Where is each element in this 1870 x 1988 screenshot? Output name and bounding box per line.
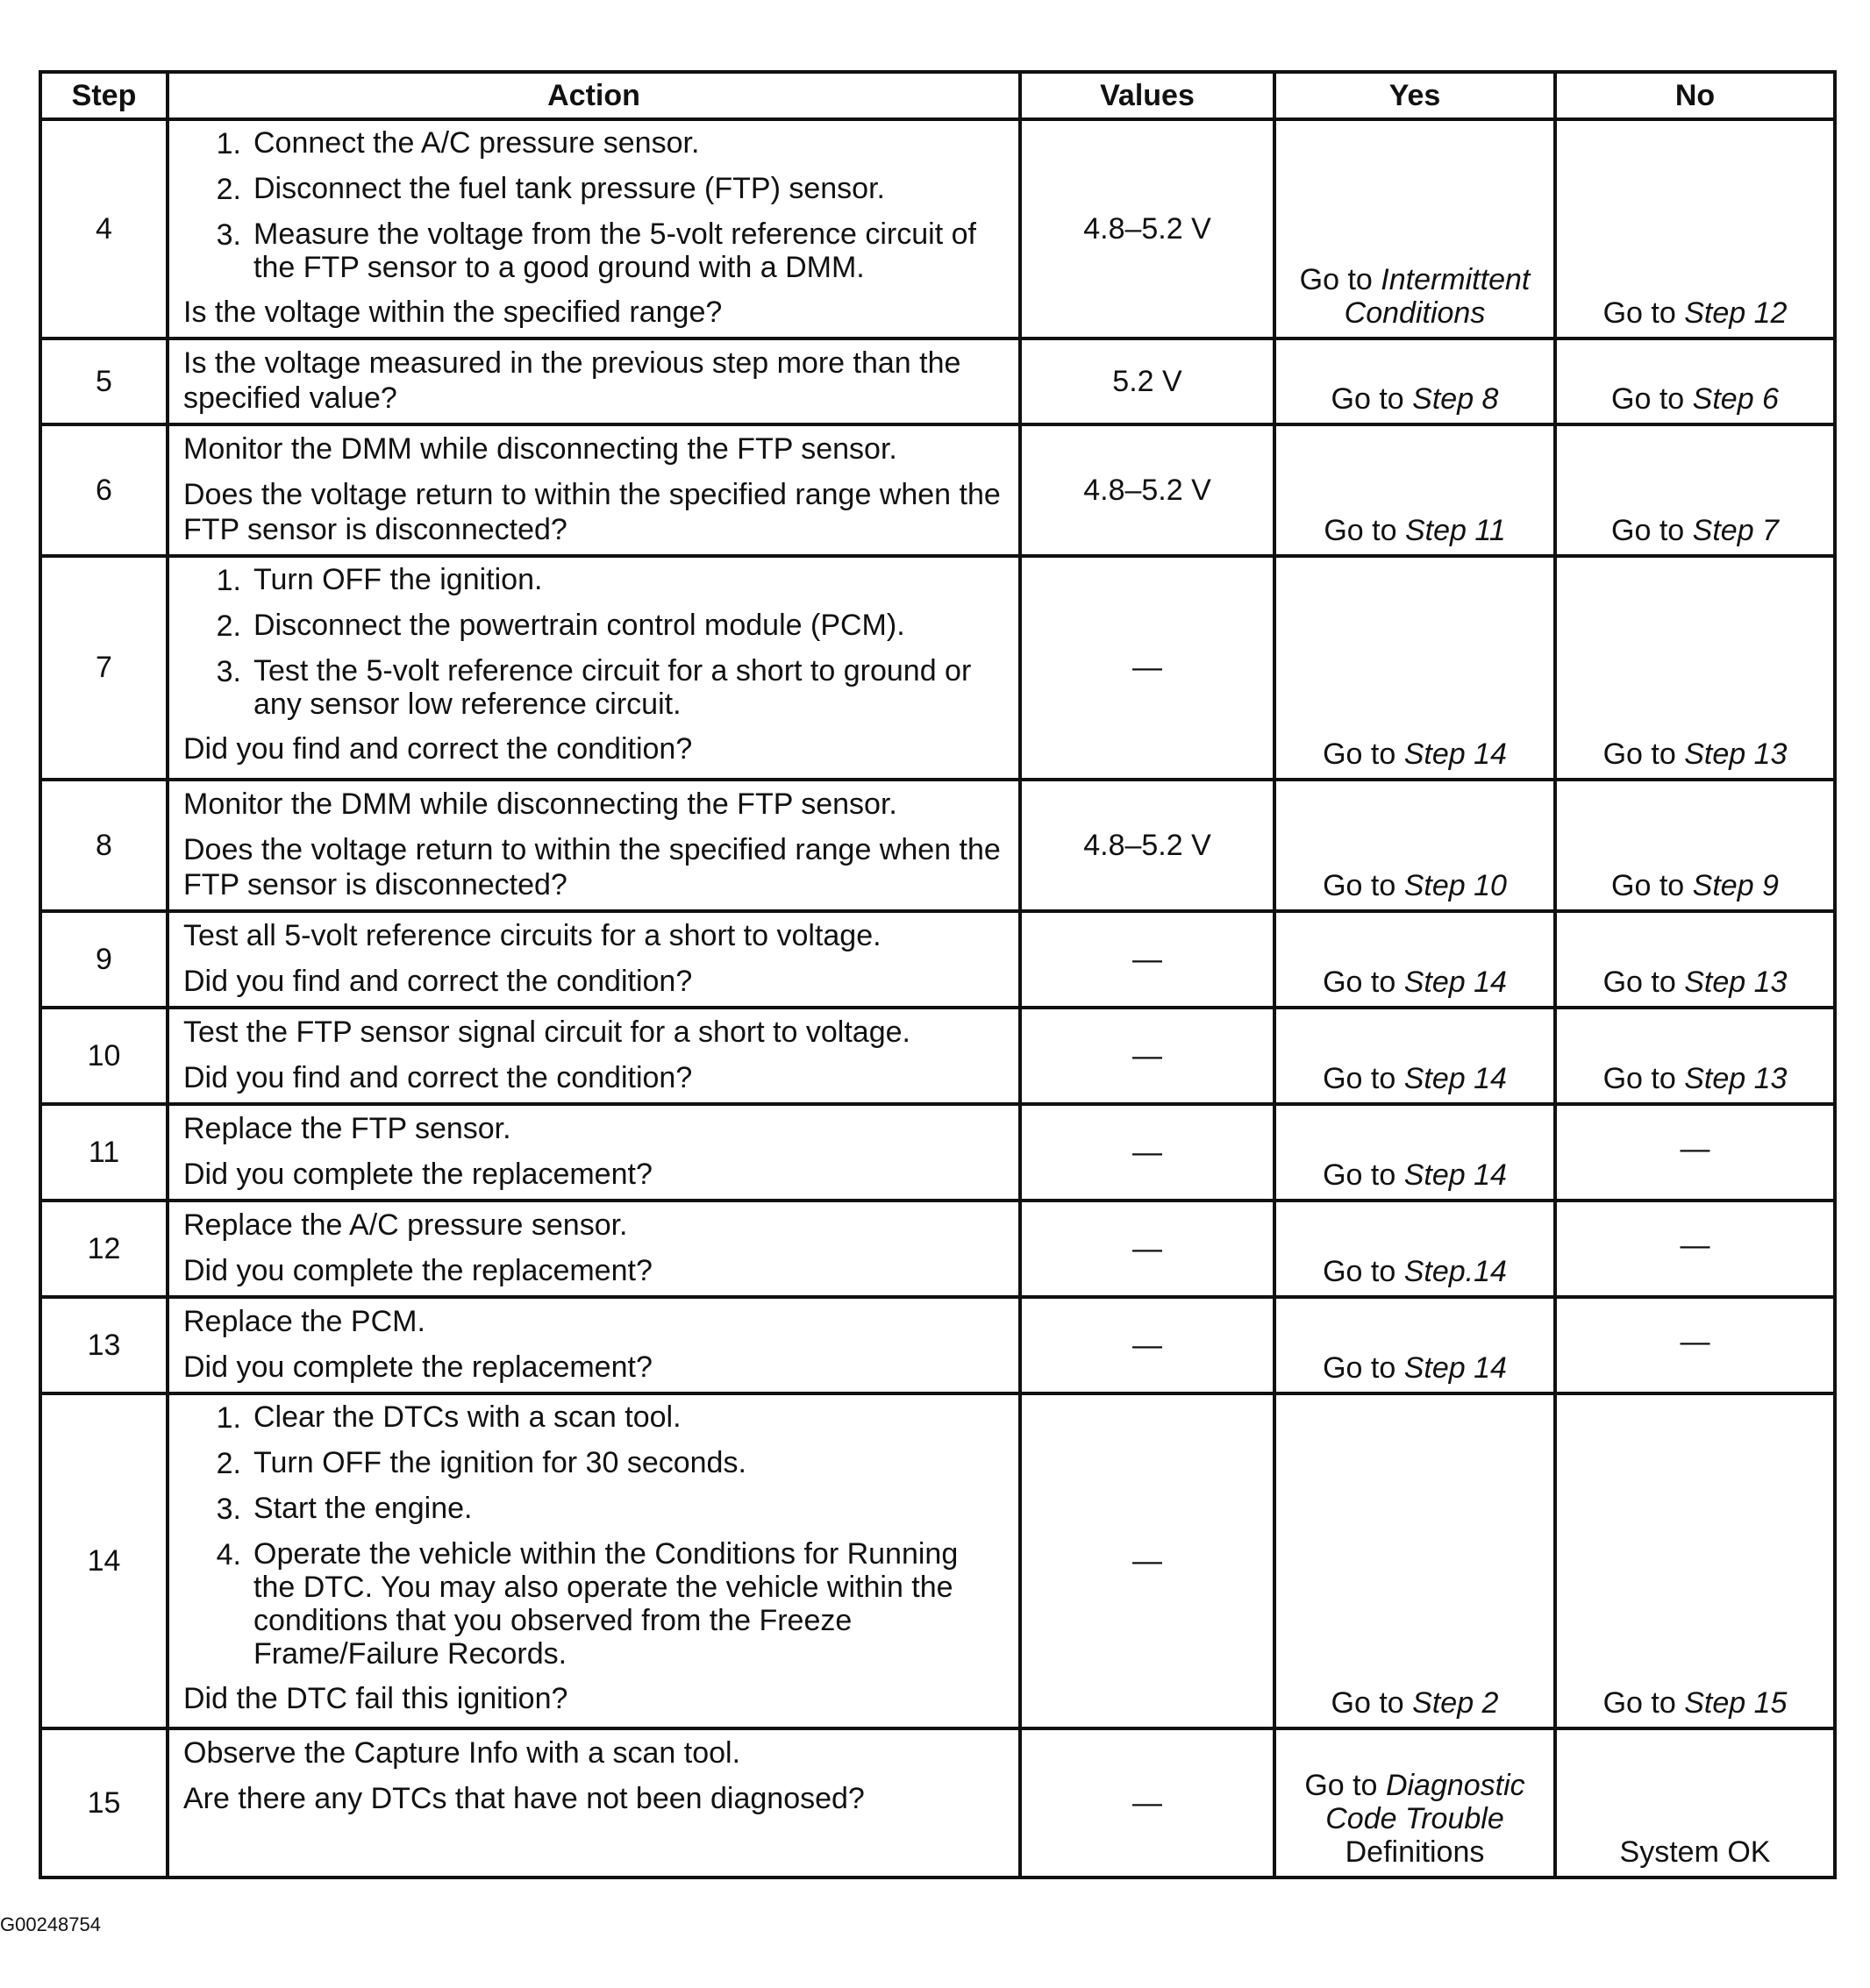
no-goto-target: Step 13 bbox=[1684, 965, 1788, 999]
action-question: Did the DTC fail this ignition? bbox=[183, 1682, 568, 1715]
no-goto-prefix: Go to bbox=[1611, 382, 1685, 416]
action-cell bbox=[168, 911, 1020, 1008]
action-question: Does the voltage return to within the specified range when the FTP sensor is disconnected? bbox=[183, 478, 1001, 546]
header-row bbox=[40, 72, 1835, 119]
step-number: 14 bbox=[40, 1393, 168, 1728]
yes-goto-target: Step 11 bbox=[1404, 514, 1506, 547]
table-row bbox=[40, 338, 1835, 424]
header-yes: Yes bbox=[1274, 72, 1555, 119]
table-row bbox=[40, 424, 1835, 556]
no-cell bbox=[1555, 911, 1835, 1008]
step-number: 13 bbox=[40, 1297, 168, 1393]
yes-goto-target: Step 8 bbox=[1412, 382, 1499, 416]
yes-goto-target: Step 2 bbox=[1412, 1686, 1499, 1720]
no-goto-target: Step 9 bbox=[1692, 869, 1779, 902]
values-cell: 4.8–5.2 V bbox=[1020, 780, 1274, 911]
action-question: Did you complete the replacement? bbox=[183, 1254, 653, 1287]
table-row bbox=[40, 1297, 1835, 1393]
action-cell bbox=[168, 338, 1020, 424]
action-step-number: 1. bbox=[216, 1401, 241, 1435]
step-number: 8 bbox=[40, 780, 168, 911]
step-number: 11 bbox=[40, 1104, 168, 1201]
step-number: 4 bbox=[40, 119, 168, 338]
action-step-text: Turn OFF the ignition. bbox=[253, 563, 543, 596]
yes-cell bbox=[1274, 424, 1555, 556]
header-values: Values bbox=[1020, 72, 1274, 119]
yes-goto-target: Step 14 bbox=[1403, 965, 1507, 999]
no-goto-target: Step 13 bbox=[1684, 737, 1788, 771]
yes-goto-prefix: Go to bbox=[1323, 869, 1396, 902]
values-cell: — bbox=[1020, 1104, 1274, 1201]
yes-cell bbox=[1274, 1201, 1555, 1297]
values-cell: 4.8–5.2 V bbox=[1020, 424, 1274, 556]
action-question: Is the voltage measured in the previous step more than the specified value? bbox=[183, 346, 961, 415]
no-cell bbox=[1555, 1393, 1835, 1728]
action-step-text: Operate the vehicle within the Conditions for Running the DTC. You may also operate the vehicle within the conditions that you observed from the Freeze Frame/Failure Records. bbox=[253, 1537, 959, 1671]
no-goto-target: Step 6 bbox=[1692, 382, 1779, 416]
yes-cell bbox=[1274, 1728, 1555, 1878]
table-row bbox=[40, 1728, 1835, 1878]
no-cell bbox=[1555, 1201, 1835, 1297]
no-cell bbox=[1555, 424, 1835, 556]
yes-cell bbox=[1274, 338, 1555, 424]
action-step-item bbox=[183, 1400, 1003, 1436]
action-instruction: Test the FTP sensor signal circuit for a short to voltage. bbox=[183, 1015, 910, 1049]
no-cell bbox=[1555, 1728, 1835, 1878]
action-instruction: Test all 5-volt reference circuits for a short to voltage. bbox=[183, 919, 881, 952]
no-cell bbox=[1555, 1008, 1835, 1104]
yes-cell bbox=[1274, 1297, 1555, 1393]
table-row bbox=[40, 1008, 1835, 1104]
action-step-number: 2. bbox=[216, 609, 241, 643]
table-row bbox=[40, 911, 1835, 1008]
values-cell: 4.8–5.2 V bbox=[1020, 119, 1274, 338]
action-step-number: 4. bbox=[216, 1538, 241, 1571]
action-step-text: Clear the DTCs with a scan tool. bbox=[253, 1400, 682, 1434]
action-cell bbox=[168, 1297, 1020, 1393]
no-result-text: — bbox=[1680, 1325, 1710, 1358]
step-number: 5 bbox=[40, 338, 168, 424]
values-cell: — bbox=[1020, 911, 1274, 1008]
no-cell bbox=[1555, 780, 1835, 911]
yes-cell bbox=[1274, 911, 1555, 1008]
yes-goto-prefix: Go to bbox=[1331, 382, 1404, 416]
action-step-text: Test the 5-volt reference circuit for a short to ground or any sensor low reference circuit. bbox=[253, 654, 972, 721]
action-step-item bbox=[183, 172, 1003, 207]
yes-cell bbox=[1274, 780, 1555, 911]
action-question: Did you find and correct the condition? bbox=[183, 1061, 693, 1094]
action-question: Did you complete the replacement? bbox=[183, 1158, 653, 1191]
action-cell bbox=[168, 1728, 1020, 1878]
values-cell: — bbox=[1020, 1393, 1274, 1728]
step-number: 10 bbox=[40, 1008, 168, 1104]
action-step-number: 3. bbox=[216, 218, 241, 252]
no-cell bbox=[1555, 1297, 1835, 1393]
diagnostic-table bbox=[39, 70, 1837, 1879]
action-step-item bbox=[183, 609, 1003, 644]
no-goto-prefix: Go to bbox=[1602, 737, 1676, 771]
action-step-number: 2. bbox=[216, 1447, 241, 1480]
no-result-text: — bbox=[1680, 1132, 1710, 1165]
header-action: Action bbox=[168, 72, 1020, 119]
no-cell bbox=[1555, 338, 1835, 424]
step-number: 9 bbox=[40, 911, 168, 1008]
no-result-text: — bbox=[1680, 1229, 1710, 1262]
yes-goto-prefix: Go to bbox=[1331, 1686, 1404, 1720]
action-instruction: Replace the A/C pressure sensor. bbox=[183, 1208, 628, 1242]
no-result-text: System OK bbox=[1619, 1835, 1771, 1869]
yes-goto-prefix: Go to bbox=[1323, 1255, 1396, 1288]
action-steps-list bbox=[183, 126, 1003, 284]
values-cell: — bbox=[1020, 1008, 1274, 1104]
values-cell: — bbox=[1020, 1728, 1274, 1878]
header-step: Step bbox=[40, 72, 168, 119]
action-step-text: Measure the voltage from the 5-volt reference circuit of the FTP sensor to a good ground with a DMM. bbox=[253, 217, 976, 284]
action-steps-list bbox=[183, 1400, 1003, 1671]
action-question: Did you find and correct the condition? bbox=[183, 732, 693, 766]
action-question: Is the voltage within the specified range? bbox=[183, 296, 723, 329]
header-no: No bbox=[1555, 72, 1835, 119]
values-cell: — bbox=[1020, 1201, 1274, 1297]
table-row bbox=[40, 119, 1835, 338]
no-goto-prefix: Go to bbox=[1602, 965, 1676, 999]
table-row bbox=[40, 780, 1835, 911]
action-cell bbox=[168, 119, 1020, 338]
values-cell: — bbox=[1020, 1297, 1274, 1393]
action-step-number: 1. bbox=[216, 127, 241, 160]
action-step-item bbox=[183, 1537, 1003, 1671]
action-step-text: Start the engine. bbox=[253, 1492, 473, 1525]
yes-cell bbox=[1274, 1104, 1555, 1201]
action-instruction: Monitor the DMM while disconnecting the FTP sensor. bbox=[183, 787, 897, 821]
no-goto-target: Step 15 bbox=[1684, 1686, 1788, 1720]
no-goto-prefix: Go to bbox=[1602, 296, 1676, 330]
action-step-number: 1. bbox=[216, 564, 241, 597]
no-cell bbox=[1555, 119, 1835, 338]
action-cell bbox=[168, 1008, 1020, 1104]
table-row bbox=[40, 1201, 1835, 1297]
action-step-text: Connect the A/C pressure sensor. bbox=[253, 126, 700, 160]
action-step-text: Turn OFF the ignition for 30 seconds. bbox=[253, 1446, 746, 1479]
action-step-text: Disconnect the powertrain control module (PCM). bbox=[253, 609, 905, 642]
action-cell bbox=[168, 780, 1020, 911]
action-question: Did you complete the replacement? bbox=[183, 1350, 653, 1384]
yes-cell bbox=[1274, 1008, 1555, 1104]
action-step-item bbox=[183, 126, 1003, 161]
yes-goto-target: Step 14 bbox=[1403, 1351, 1507, 1385]
action-cell bbox=[168, 1201, 1020, 1297]
action-question: Does the voltage return to within the specified range when the FTP sensor is disconnected? bbox=[183, 833, 1001, 901]
yes-goto-prefix: Go to bbox=[1323, 1062, 1396, 1095]
action-step-text: Disconnect the fuel tank pressure (FTP) sensor. bbox=[253, 172, 885, 205]
action-step-number: 3. bbox=[216, 655, 241, 688]
action-step-item bbox=[183, 563, 1003, 598]
action-cell bbox=[168, 1104, 1020, 1201]
action-step-number: 3. bbox=[216, 1493, 241, 1526]
action-instruction: Monitor the DMM while disconnecting the FTP sensor. bbox=[183, 432, 897, 466]
yes-cell bbox=[1274, 1393, 1555, 1728]
figure-id: G00248754 bbox=[0, 1913, 101, 1935]
step-number: 6 bbox=[40, 424, 168, 556]
no-goto-target: Step 7 bbox=[1692, 514, 1779, 547]
action-cell bbox=[168, 556, 1020, 780]
yes-cell bbox=[1274, 119, 1555, 338]
yes-goto-target: Step.14 bbox=[1403, 1255, 1507, 1288]
yes-goto-target: Intermittent Conditions bbox=[1344, 263, 1531, 330]
yes-goto-target: Diagnostic Code Trouble bbox=[1325, 1769, 1525, 1835]
action-step-item bbox=[183, 654, 1003, 721]
action-question: Did you find and correct the condition? bbox=[183, 965, 693, 998]
step-number: 15 bbox=[40, 1728, 168, 1878]
no-goto-prefix: Go to bbox=[1611, 514, 1685, 547]
yes-goto-prefix: Go to bbox=[1324, 514, 1397, 547]
action-step-item bbox=[183, 1446, 1003, 1481]
yes-goto-prefix: Go to bbox=[1323, 1158, 1396, 1192]
action-step-item bbox=[183, 217, 1003, 284]
no-goto-target: Step 13 bbox=[1684, 1062, 1788, 1095]
step-number: 7 bbox=[40, 556, 168, 780]
yes-goto-prefix: Go to bbox=[1323, 737, 1396, 771]
no-cell bbox=[1555, 1104, 1835, 1201]
no-goto-prefix: Go to bbox=[1602, 1062, 1676, 1095]
yes-goto-target: Step 14 bbox=[1403, 1062, 1507, 1095]
table-body bbox=[40, 119, 1835, 1878]
action-step-item bbox=[183, 1492, 1003, 1527]
values-cell: 5.2 V bbox=[1020, 338, 1274, 424]
step-number: 12 bbox=[40, 1201, 168, 1297]
table-row bbox=[40, 1393, 1835, 1728]
action-instruction: Replace the FTP sensor. bbox=[183, 1112, 511, 1145]
yes-goto-target: Step 14 bbox=[1403, 1158, 1507, 1192]
action-instruction: Replace the PCM. bbox=[183, 1305, 425, 1338]
yes-goto-prefix: Go to bbox=[1323, 1351, 1396, 1385]
action-instruction: Observe the Capture Info with a scan tool. bbox=[183, 1736, 741, 1770]
action-cell bbox=[168, 1393, 1020, 1728]
action-step-number: 2. bbox=[216, 173, 241, 206]
yes-goto-suffix: Definitions bbox=[1345, 1835, 1485, 1869]
action-cell bbox=[168, 424, 1020, 556]
values-cell: — bbox=[1020, 556, 1274, 780]
table-row bbox=[40, 1104, 1835, 1201]
yes-goto-prefix: Go to bbox=[1299, 263, 1373, 296]
no-goto-prefix: Go to bbox=[1602, 1686, 1676, 1720]
yes-goto-target: Step 10 bbox=[1403, 869, 1507, 902]
no-cell bbox=[1555, 556, 1835, 780]
no-goto-prefix: Go to bbox=[1611, 869, 1685, 902]
yes-goto-prefix: Go to bbox=[1304, 1769, 1378, 1802]
action-question: Are there any DTCs that have not been diagnosed? bbox=[183, 1782, 865, 1815]
action-steps-list bbox=[183, 563, 1003, 721]
table-row bbox=[40, 556, 1835, 780]
yes-cell bbox=[1274, 556, 1555, 780]
yes-goto-prefix: Go to bbox=[1323, 965, 1396, 999]
yes-goto-target: Step 14 bbox=[1403, 737, 1507, 771]
no-goto-target: Step 12 bbox=[1684, 296, 1788, 330]
